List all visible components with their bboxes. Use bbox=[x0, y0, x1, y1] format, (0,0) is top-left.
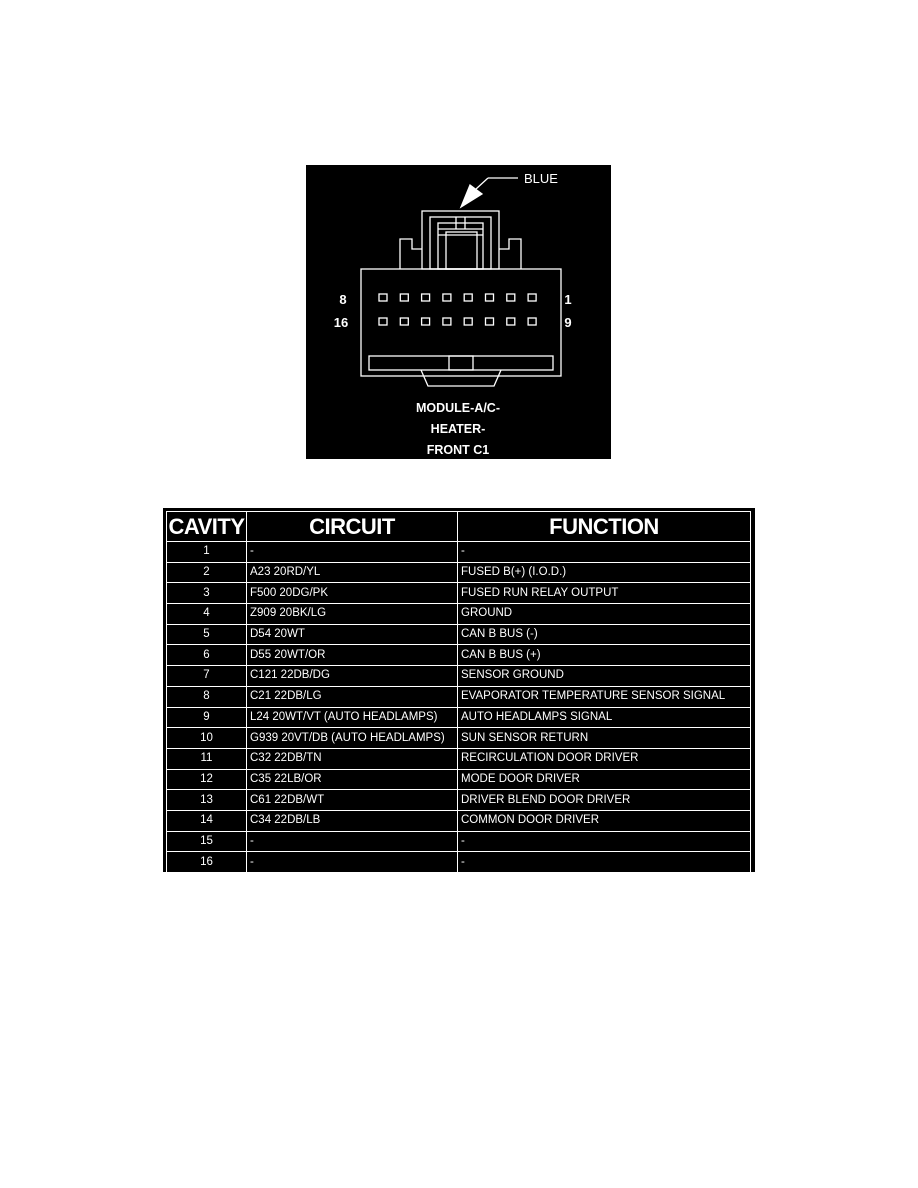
circuit-cell: - bbox=[247, 542, 458, 563]
table-row bbox=[167, 686, 751, 707]
function-cell: DRIVER BLEND DOOR DRIVER bbox=[458, 790, 751, 811]
pin-label-16: 16 bbox=[333, 315, 349, 330]
table-row bbox=[167, 542, 751, 563]
function-cell: - bbox=[458, 542, 751, 563]
table-row bbox=[167, 831, 751, 852]
callout-label-blue: BLUE bbox=[524, 171, 558, 186]
function-cell: RECIRCULATION DOOR DRIVER bbox=[458, 748, 751, 769]
cavity-cell: 11 bbox=[167, 748, 247, 769]
circuit-cell: A23 20RD/YL bbox=[247, 562, 458, 583]
cavity-1 bbox=[528, 294, 536, 301]
cavity-cell: 7 bbox=[167, 666, 247, 687]
cavity-cell: 9 bbox=[167, 707, 247, 728]
connector-name-line-3: FRONT C1 bbox=[426, 443, 490, 457]
cavity-2 bbox=[507, 294, 515, 301]
circuit-cell: D54 20WT bbox=[247, 624, 458, 645]
cavity-9 bbox=[528, 318, 536, 325]
cavity-14 bbox=[422, 318, 430, 325]
cavity-8 bbox=[379, 294, 387, 301]
table-row bbox=[167, 624, 751, 645]
table-row bbox=[167, 583, 751, 604]
connector-name-line-2: HEATER- bbox=[430, 422, 486, 436]
cavity-grid bbox=[379, 294, 536, 325]
cavity-cell: 16 bbox=[167, 852, 247, 873]
circuit-cell: - bbox=[247, 831, 458, 852]
table-row bbox=[167, 604, 751, 625]
cavity-16 bbox=[379, 318, 387, 325]
circuit-cell: C35 22LB/OR bbox=[247, 769, 458, 790]
connector-name-line-1: MODULE-A/C- bbox=[415, 401, 501, 415]
cavity-10 bbox=[507, 318, 515, 325]
function-cell: SUN SENSOR RETURN bbox=[458, 728, 751, 749]
header-function: FUNCTION bbox=[458, 512, 751, 542]
function-cell: FUSED B(+) (I.O.D.) bbox=[458, 562, 751, 583]
connector-body bbox=[361, 269, 561, 376]
table-row bbox=[167, 707, 751, 728]
function-cell: FUSED RUN RELAY OUTPUT bbox=[458, 583, 751, 604]
cavity-cell: 10 bbox=[167, 728, 247, 749]
cavity-3 bbox=[486, 294, 494, 301]
cavity-cell: 6 bbox=[167, 645, 247, 666]
callout-arrowhead bbox=[461, 185, 482, 207]
cavity-15 bbox=[400, 318, 408, 325]
cavity-6 bbox=[422, 294, 430, 301]
cavity-11 bbox=[486, 318, 494, 325]
table-row bbox=[167, 748, 751, 769]
circuit-cell: Z909 20BK/LG bbox=[247, 604, 458, 625]
circuit-cell: C21 22DB/LG bbox=[247, 686, 458, 707]
circuit-cell: - bbox=[247, 852, 458, 873]
function-cell: CAN B BUS (+) bbox=[458, 645, 751, 666]
cavity-cell: 12 bbox=[167, 769, 247, 790]
function-cell: GROUND bbox=[458, 604, 751, 625]
cavity-cell: 2 bbox=[167, 562, 247, 583]
cavity-cell: 4 bbox=[167, 604, 247, 625]
connector-latch bbox=[422, 211, 499, 269]
function-cell: COMMON DOOR DRIVER bbox=[458, 810, 751, 831]
header-cavity: CAVITY bbox=[167, 512, 247, 542]
circuit-cell: C61 22DB/WT bbox=[247, 790, 458, 811]
cavity-cell: 3 bbox=[167, 583, 247, 604]
table-row bbox=[167, 790, 751, 811]
pin-label-8: 8 bbox=[339, 292, 347, 307]
function-cell: - bbox=[458, 852, 751, 873]
circuit-cell: C32 22DB/TN bbox=[247, 748, 458, 769]
table-header-row bbox=[167, 512, 751, 542]
cavity-7 bbox=[400, 294, 408, 301]
function-cell: MODE DOOR DRIVER bbox=[458, 769, 751, 790]
pinout-table bbox=[166, 511, 751, 873]
connector-drawing bbox=[306, 165, 611, 459]
function-cell: - bbox=[458, 831, 751, 852]
cavity-4 bbox=[464, 294, 472, 301]
pin-label-9: 9 bbox=[564, 315, 572, 330]
function-cell: CAN B BUS (-) bbox=[458, 624, 751, 645]
cavity-5 bbox=[443, 294, 451, 301]
cavity-cell: 13 bbox=[167, 790, 247, 811]
circuit-cell: D55 20WT/OR bbox=[247, 645, 458, 666]
table-row bbox=[167, 666, 751, 687]
header-circuit: CIRCUIT bbox=[247, 512, 458, 542]
table-row bbox=[167, 852, 751, 873]
table-row bbox=[167, 645, 751, 666]
cavity-cell: 8 bbox=[167, 686, 247, 707]
function-cell: EVAPORATOR TEMPERATURE SENSOR SIGNAL bbox=[458, 686, 751, 707]
pin-label-1: 1 bbox=[564, 292, 572, 307]
cavity-13 bbox=[443, 318, 451, 325]
cavity-cell: 5 bbox=[167, 624, 247, 645]
function-cell: SENSOR GROUND bbox=[458, 666, 751, 687]
circuit-cell: G939 20VT/DB (AUTO HEADLAMPS) bbox=[247, 728, 458, 749]
connector-right-shoulder bbox=[499, 239, 521, 269]
connector-left-shoulder bbox=[400, 239, 422, 269]
cavity-cell: 15 bbox=[167, 831, 247, 852]
circuit-cell: C34 22DB/LB bbox=[247, 810, 458, 831]
connector-bottom-key bbox=[369, 356, 553, 386]
cavity-cell: 14 bbox=[167, 810, 247, 831]
circuit-cell: L24 20WT/VT (AUTO HEADLAMPS) bbox=[247, 707, 458, 728]
circuit-cell: C121 22DB/DG bbox=[247, 666, 458, 687]
pinout-table-frame bbox=[163, 508, 755, 872]
function-cell: AUTO HEADLAMPS SIGNAL bbox=[458, 707, 751, 728]
cavity-cell: 1 bbox=[167, 542, 247, 563]
cavity-12 bbox=[464, 318, 472, 325]
callout-leader-diagonal bbox=[476, 178, 488, 189]
table-row bbox=[167, 728, 751, 749]
table-row bbox=[167, 562, 751, 583]
connector-diagram bbox=[306, 165, 611, 459]
table-row bbox=[167, 769, 751, 790]
circuit-cell: F500 20DG/PK bbox=[247, 583, 458, 604]
table-row bbox=[167, 810, 751, 831]
